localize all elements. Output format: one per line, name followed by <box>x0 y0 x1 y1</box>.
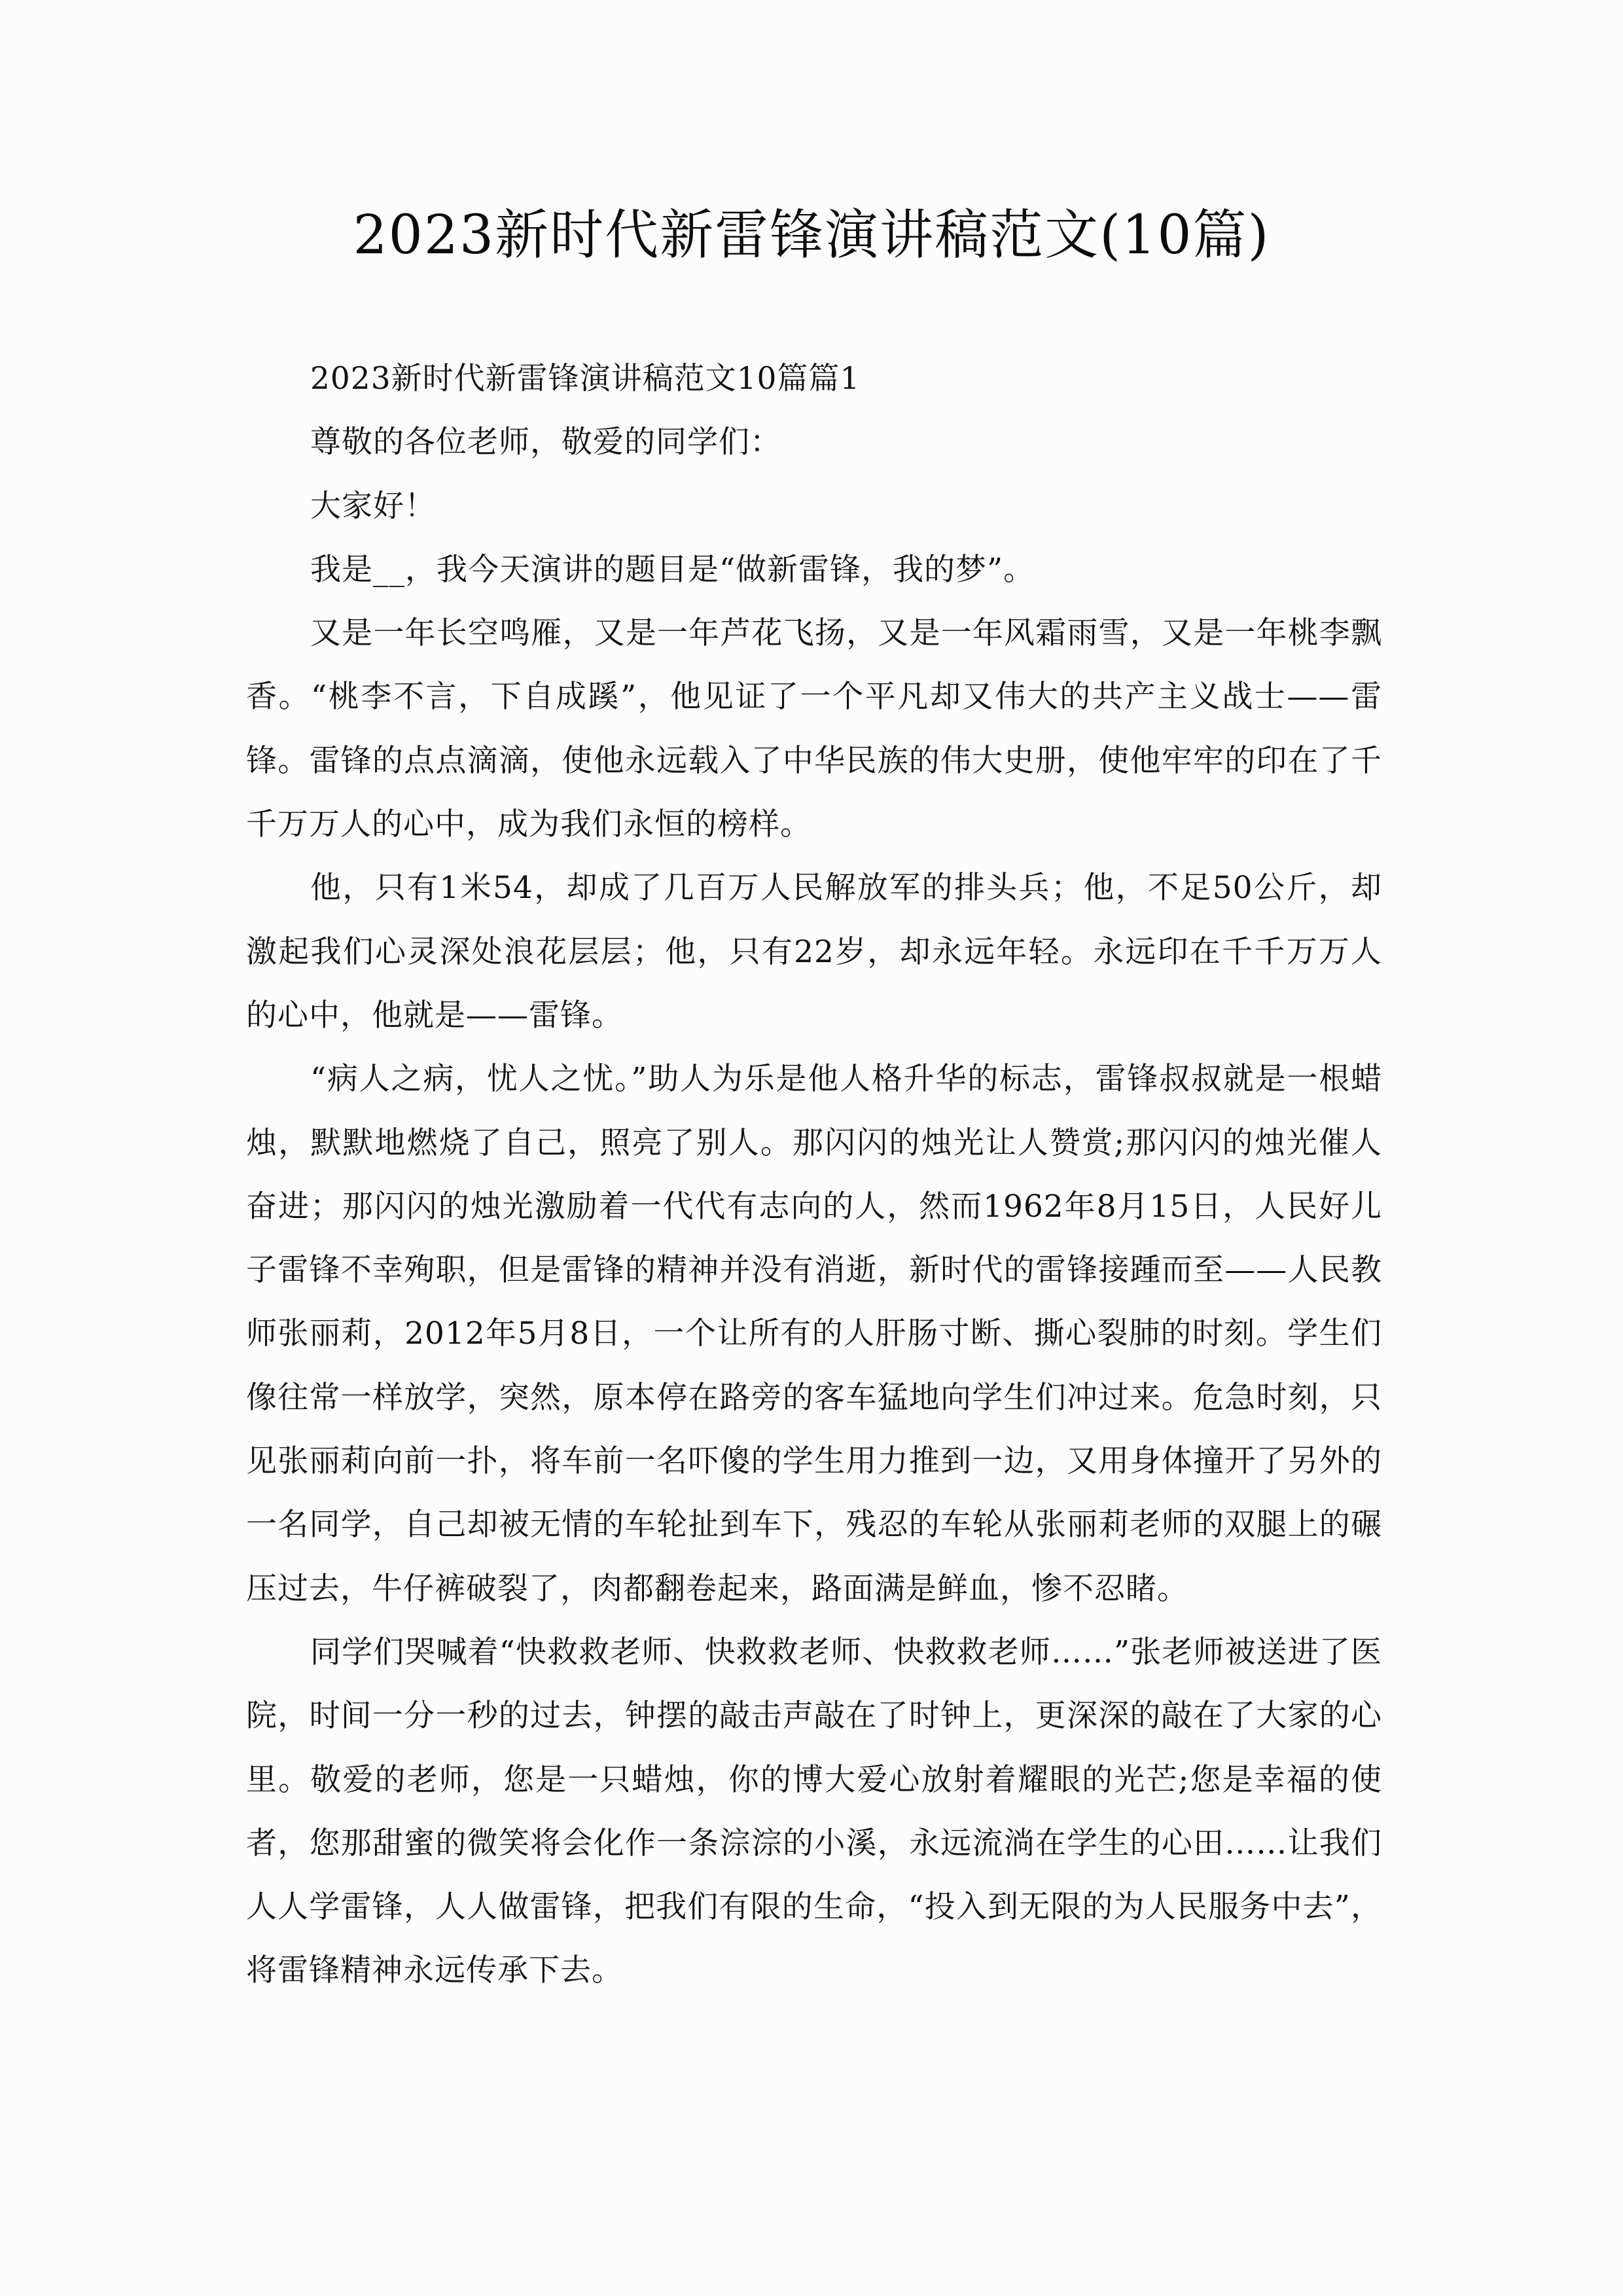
salutation: 尊敬的各位老师，敬爱的同学们： <box>310 424 781 461</box>
document-title: 2023新时代新雷锋演讲稿范文(10篇) <box>353 204 1270 266</box>
body-paragraph: 同学们哭喊着“快救救老师、快救救老师、快救救老师……”张老师被送进了医院，时间一分一秒的过去，钟摆的敲击声敲在了时钟上，更深深的敲在了大家的心里。敬爱的老师，您是一只蜡烛，你的博大爱心放射着耀眼的光芒;您是幸福的使者，您那甜蜜的微笑将会化作一条淙淙的小溪，永远流淌在学生的心田……让我们人人学雷锋，人人做雷锋，把我们有限的生命，“投入到无限的为人民服务中去”，将雷锋精神永远传承下去。 <box>246 1634 1382 1989</box>
document-body <box>246 347 1382 2003</box>
section-heading: 2023新时代新雷锋演讲稿范文10篇篇1 <box>310 361 861 397</box>
body-paragraph: 又是一年长空鸣雁，又是一年芦花飞扬，又是一年风霜雨雪，又是一年桃李飘香。“桃李不言，下自成蹊”，他见证了一个平凡却又伟大的共产主义战士——雷锋。雷锋的点点滴滴，使他永远载入了中华民族的伟大史册，使他牢牢的印在了千千万万人的心中，成为我们永恒的榜样。 <box>246 615 1382 843</box>
speech-topic: 我是__，我今天演讲的题目是“做新雷锋，我的梦”。 <box>310 551 1035 588</box>
greeting: 大家好！ <box>310 488 436 524</box>
body-paragraph: 他，只有1米54，却成了几百万人民解放军的排头兵；他，不足50公斤，却激起我们心灵深处浪花层层；他，只有22岁，却永远年轻。永远印在千千万万人的心中，他就是——雷锋。 <box>246 870 1382 1033</box>
body-paragraph: “病人之病，忧人之忧。”助人为乐是他人格升华的标志，雷锋叔叔就是一根蜡烛，默默地燃烧了自己，照亮了别人。那闪闪的烛光让人赞赏;那闪闪的烛光催人奋进；那闪闪的烛光激励着一代代有志向的人，然而1962年8月15日，人民好儿子雷锋不幸殉职，但是雷锋的精神并没有消逝，新时代的雷锋接踵而至——人民教师张丽莉，2012年5月8日，一个让所有的人肝肠寸断、撕心裂肺的时刻。学生们像往常一样放学，突然，原本停在路旁的客车猛地向学生们冲过来。危急时刻，只见张丽莉向前一扑，将车前一名吓傻的学生用力推到一边，又用身体撞开了另外的一名同学，自己却被无情的车轮扯到车下，残忍的车轮从张丽莉老师的双腿上的碾压过去，牛仔裤破裂了，肉都翻卷起来，路面满是鲜血，惨不忍睹。 <box>246 1061 1382 1607</box>
